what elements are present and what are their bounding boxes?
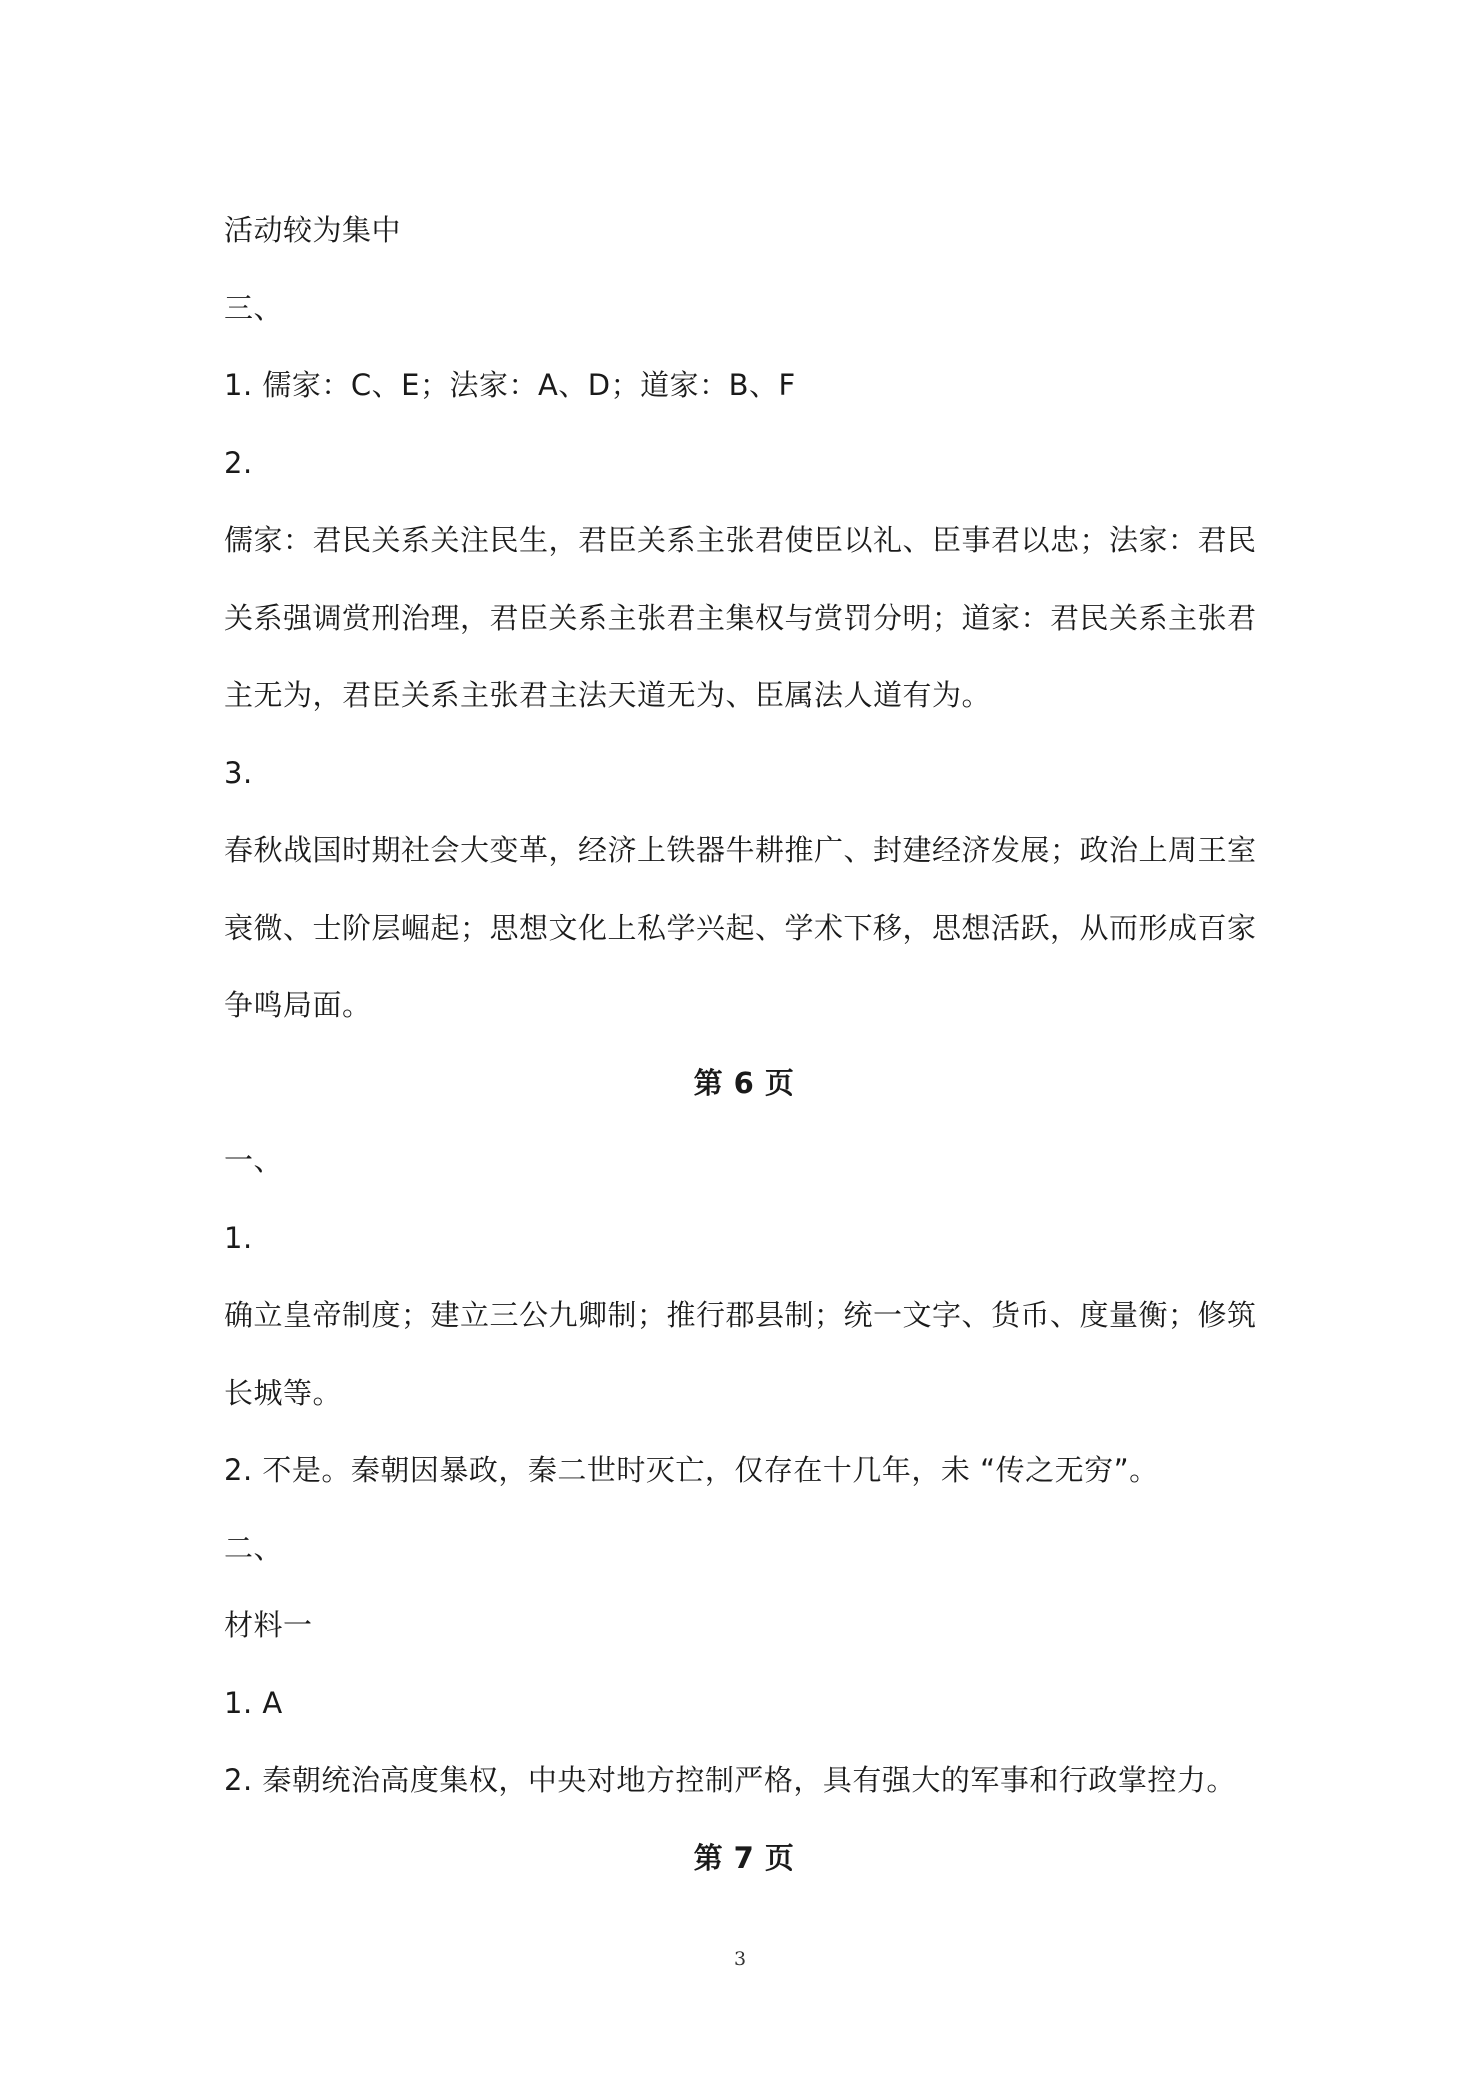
question-number: 1. (224, 1220, 253, 1255)
answer-line: 2. 秦朝统治高度集权，中央对地方控制严格，具有强大的军事和行政掌控力。 (224, 1763, 1236, 1797)
answer-line: 确立皇帝制度；建立三公九卿制；推行郡县制；统一文字、货币、度量衡；修筑 (224, 1298, 1257, 1332)
answer-line: 争鸣局面。 (224, 988, 372, 1022)
question-number: 3. (224, 755, 253, 790)
page-heading: 第 7 页 (693, 1840, 795, 1875)
answer-line: 1. 儒家：C、E；法家：A、D；道家：B、F (224, 368, 796, 402)
section-marker: 二、 (224, 1530, 284, 1565)
section-marker: 一、 (224, 1143, 284, 1177)
answer-line: 关系强调赏刑治理，君臣关系主张君主集权与赏罚分明；道家：君民关系主张君 (224, 600, 1257, 635)
material-label: 材料一 (224, 1608, 313, 1642)
section-marker: 三、 (224, 290, 284, 325)
answer-line: 1. A (224, 1685, 283, 1720)
answer-line: 春秋战国时期社会大变革，经济上铁器牛耕推广、封建经济发展；政治上周王室 (224, 833, 1257, 867)
answer-line: 衰微、士阶层崛起；思想文化上私学兴起、学术下移，思想活跃，从而形成百家 (224, 910, 1257, 945)
answer-line: 长城等。 (224, 1375, 343, 1410)
answer-line: 儒家：君民关系关注民生，君臣关系主张君使臣以礼、臣事君以忠；法家：君民 (224, 523, 1257, 557)
answer-line: 2. 不是。秦朝因暴政，秦二世时灭亡，仅存在十几年，未 “传之无穷”。 (224, 1453, 1159, 1487)
page-number: 3 (733, 1948, 747, 1970)
question-number: 2. (224, 445, 253, 480)
document-body (224, 192, 1264, 1897)
answer-line: 主无为，君臣关系主张君主法天道无为、臣属法人道有为。 (224, 678, 992, 712)
page-heading: 第 6 页 (693, 1065, 795, 1100)
answer-line: 活动较为集中 (224, 213, 402, 247)
